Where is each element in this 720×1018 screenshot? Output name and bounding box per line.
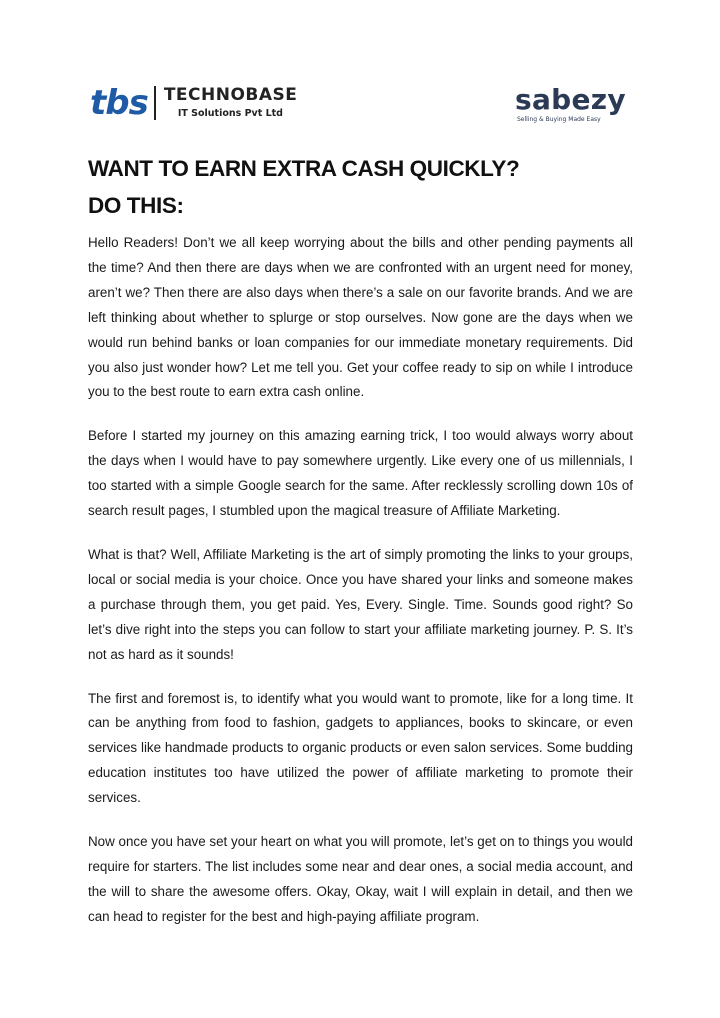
paragraph: What is that? Well, Affiliate Marketing is the art of simply promoting the links to your groups, local or social media is your choice. Once you have shared your links and someone makes a purchase through them, you get paid. Yes, Every. Single. Time. Sounds good right? So let’s dive right into the steps you can follow to start your affiliate marketing journey. P. S. It’s not as hard as it sounds! (88, 546, 633, 662)
technobase-wordmark (164, 87, 298, 119)
paragraph: Now once you have set your heart on what you will promote, let’s get on to things you would require for starters. The list includes some near and dear ones, a social media account, and the will to share the awesome offers. Okay, Okay, wait I will explain in detail, and then we can head to register for the best and high-paying affiliate program. (88, 834, 633, 924)
sabezy-tagline: Selling & Buying Made Easy (517, 116, 601, 123)
technobase-brand-name: TECHNOBASE (163, 85, 298, 106)
sabezy-logo (515, 83, 626, 123)
title-line: DO THIS: (88, 193, 184, 218)
title-line: WANT TO EARN EXTRA CASH QUICKLY? (88, 156, 520, 181)
sabezy-brand-name: sabezy (515, 83, 626, 116)
article-body (88, 231, 633, 949)
technobase-subtitle: IT Solutions Pvt Ltd (177, 108, 283, 120)
tbs-logo-mark: tbs (90, 83, 148, 123)
paragraph: Before I started my journey on this amazing earning trick, I too would always worry about the days when I would have to pay somewhere urgently. Like every one of us millennials, I too started with a simple Google search for the same. After recklessly scrolling down 10s of search result pages, I stumbled upon the magical treasure of Affiliate Marketing. (88, 428, 633, 519)
paragraph: The first and foremost is, to identify what you would want to promote, like for a long time. It can be anything from food to fashion, gadgets to appliances, books to skincare, or even services like handmade products to organic products or even salon services. Some budding education institutes too have utilized the power of affiliate marketing to promote their services. (88, 690, 633, 806)
paragraph: Hello Readers! Don’t we all keep worrying about the bills and other pending payments all the time? And then there are days when we are confronted with an urgent need for money, aren’t we? Then there are also days when there’s a sale on our favorite brands. And we are left thinking about whether to splurge or stop ourselves. Now gone are the days when we would run behind banks or loan companies for our immediate monetary requirements. Did you also just wonder how? Let me tell you. Get your coffee ready to sip on while I introduce you to the best route to earn extra cash online. (88, 235, 633, 400)
page-title (88, 150, 519, 224)
logo-divider (154, 86, 156, 120)
technobase-logo (90, 83, 298, 123)
